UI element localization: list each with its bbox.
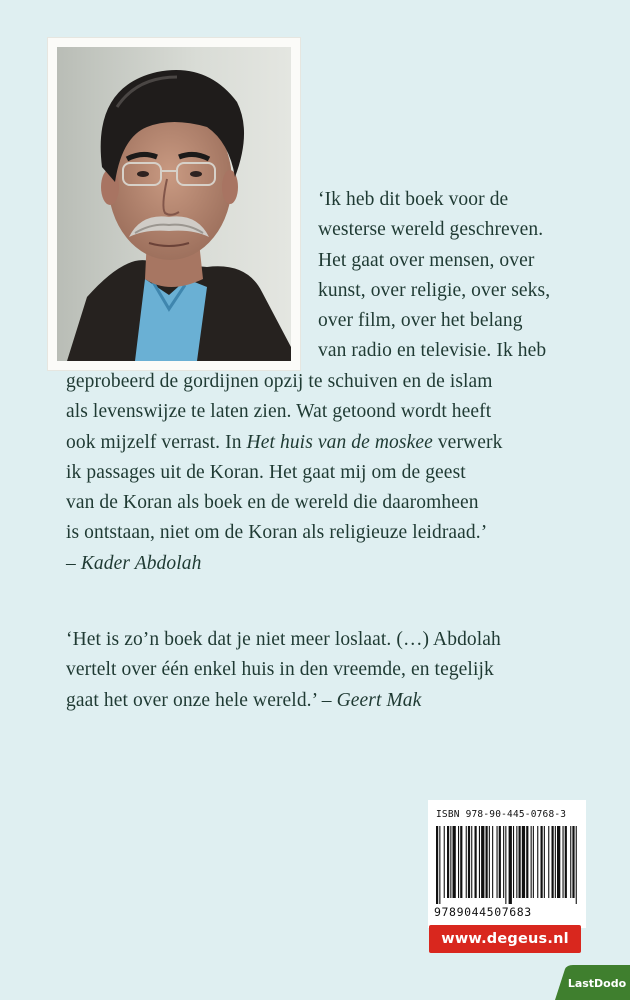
watermark-logo-icon	[555, 965, 630, 1000]
barcode-bar	[544, 826, 545, 898]
barcode-bar	[492, 826, 493, 898]
quote-line: kunst, over religie, over seks,	[318, 279, 551, 301]
barcode-bar	[471, 826, 472, 898]
barcode-bar	[522, 826, 525, 898]
author-photo	[57, 47, 291, 361]
quote-line	[66, 686, 622, 716]
barcode-bar	[499, 826, 501, 898]
barcode-bar	[572, 826, 574, 898]
quote-text: verwerk	[432, 431, 503, 453]
barcode-bar	[466, 826, 467, 898]
barcode-bar	[541, 826, 543, 898]
barcode-bar	[497, 826, 498, 898]
quote-mak	[66, 625, 622, 716]
barcode-bar	[565, 826, 567, 898]
quote-attribution: – Kader Abdolah	[66, 552, 202, 574]
barcode-bar	[444, 826, 445, 898]
barcode-area	[428, 800, 586, 928]
barcode-bar	[481, 826, 484, 898]
barcode-bar	[436, 826, 438, 904]
quote-line: ‘Ik heb dit boek voor de	[318, 189, 509, 210]
barcode-bar	[509, 826, 512, 904]
barcode-bar	[439, 826, 440, 904]
barcode-bar	[503, 826, 504, 898]
barcode-bar	[468, 826, 470, 898]
barcode-bar	[450, 826, 451, 898]
author-portrait-illustration	[57, 47, 291, 361]
barcode-bar	[489, 826, 490, 898]
watermark-text: LastDodo	[567, 977, 627, 990]
quote-attribution: Geert Mak	[336, 689, 422, 711]
barcode-bar	[519, 826, 521, 898]
quote-line: vertelt over één enkel huis in den vreemde, en tegelijk	[66, 659, 494, 681]
publisher-url-badge[interactable]: www.degeus.nl	[429, 925, 581, 953]
quote-line: westerse wereld geschreven.	[318, 219, 544, 241]
barcode-icon	[436, 826, 578, 904]
quote-line: van radio en televisie. Ik heb	[318, 340, 547, 362]
quote-text: gaat het over onze hele wereld.’ –	[66, 689, 337, 711]
barcode-bar	[453, 826, 456, 898]
quote-kader-continued	[66, 367, 622, 579]
barcode-bar	[531, 826, 532, 898]
barcode-bar	[576, 826, 577, 904]
barcode-bar	[533, 826, 534, 898]
barcode-bar	[557, 826, 560, 898]
quote-line: ‘Het is zo’n boek dat je niet meer loslaat. (…) Abdolah	[66, 629, 501, 650]
barcode-bar	[475, 826, 477, 898]
quote-kader-opening	[318, 185, 618, 367]
quote-line: van de Koran als boek en de wereld die daaromheen	[66, 492, 479, 514]
isbn-label: ISBN 978-90-445-0768-3	[436, 809, 567, 820]
quote-text: ook mijzelf verrast. In	[66, 431, 247, 453]
barcode-bar	[486, 826, 488, 898]
barcode-bar	[563, 826, 564, 898]
barcode-bar	[460, 826, 462, 898]
barcode-bar	[458, 826, 459, 898]
barcode-bar	[479, 826, 480, 898]
barcode-bar	[552, 826, 554, 898]
quote-line: ik passages uit de Koran. Het gaat mij om de geest	[66, 461, 466, 483]
barcode-bar	[548, 826, 549, 898]
quote-line: Het gaat over mensen, over	[318, 249, 535, 271]
ean-number: 9789044507683	[434, 905, 532, 919]
barcode-bar	[537, 826, 538, 898]
barcode-bar	[513, 826, 514, 898]
quote-line: over film, over het belang	[318, 310, 523, 332]
author-photo-frame	[48, 38, 300, 370]
quote-line: is ontstaan, niet om de Koran als religieuze leidraad.’	[66, 522, 488, 544]
barcode-bar	[570, 826, 571, 898]
quote-line	[66, 428, 622, 458]
book-title-italic: Het huis van de moskee	[246, 431, 433, 453]
quote-line: als levenswijze te laten zien. Wat getoond wordt heeft	[66, 401, 492, 423]
barcode-bar	[526, 826, 528, 898]
barcode-bar	[447, 826, 449, 898]
barcode-bar	[555, 826, 556, 898]
barcode-bar	[505, 826, 506, 904]
barcode-bar	[516, 826, 517, 898]
quote-line: geprobeerd de gordijnen opzij te schuiven en de islam	[66, 371, 493, 392]
